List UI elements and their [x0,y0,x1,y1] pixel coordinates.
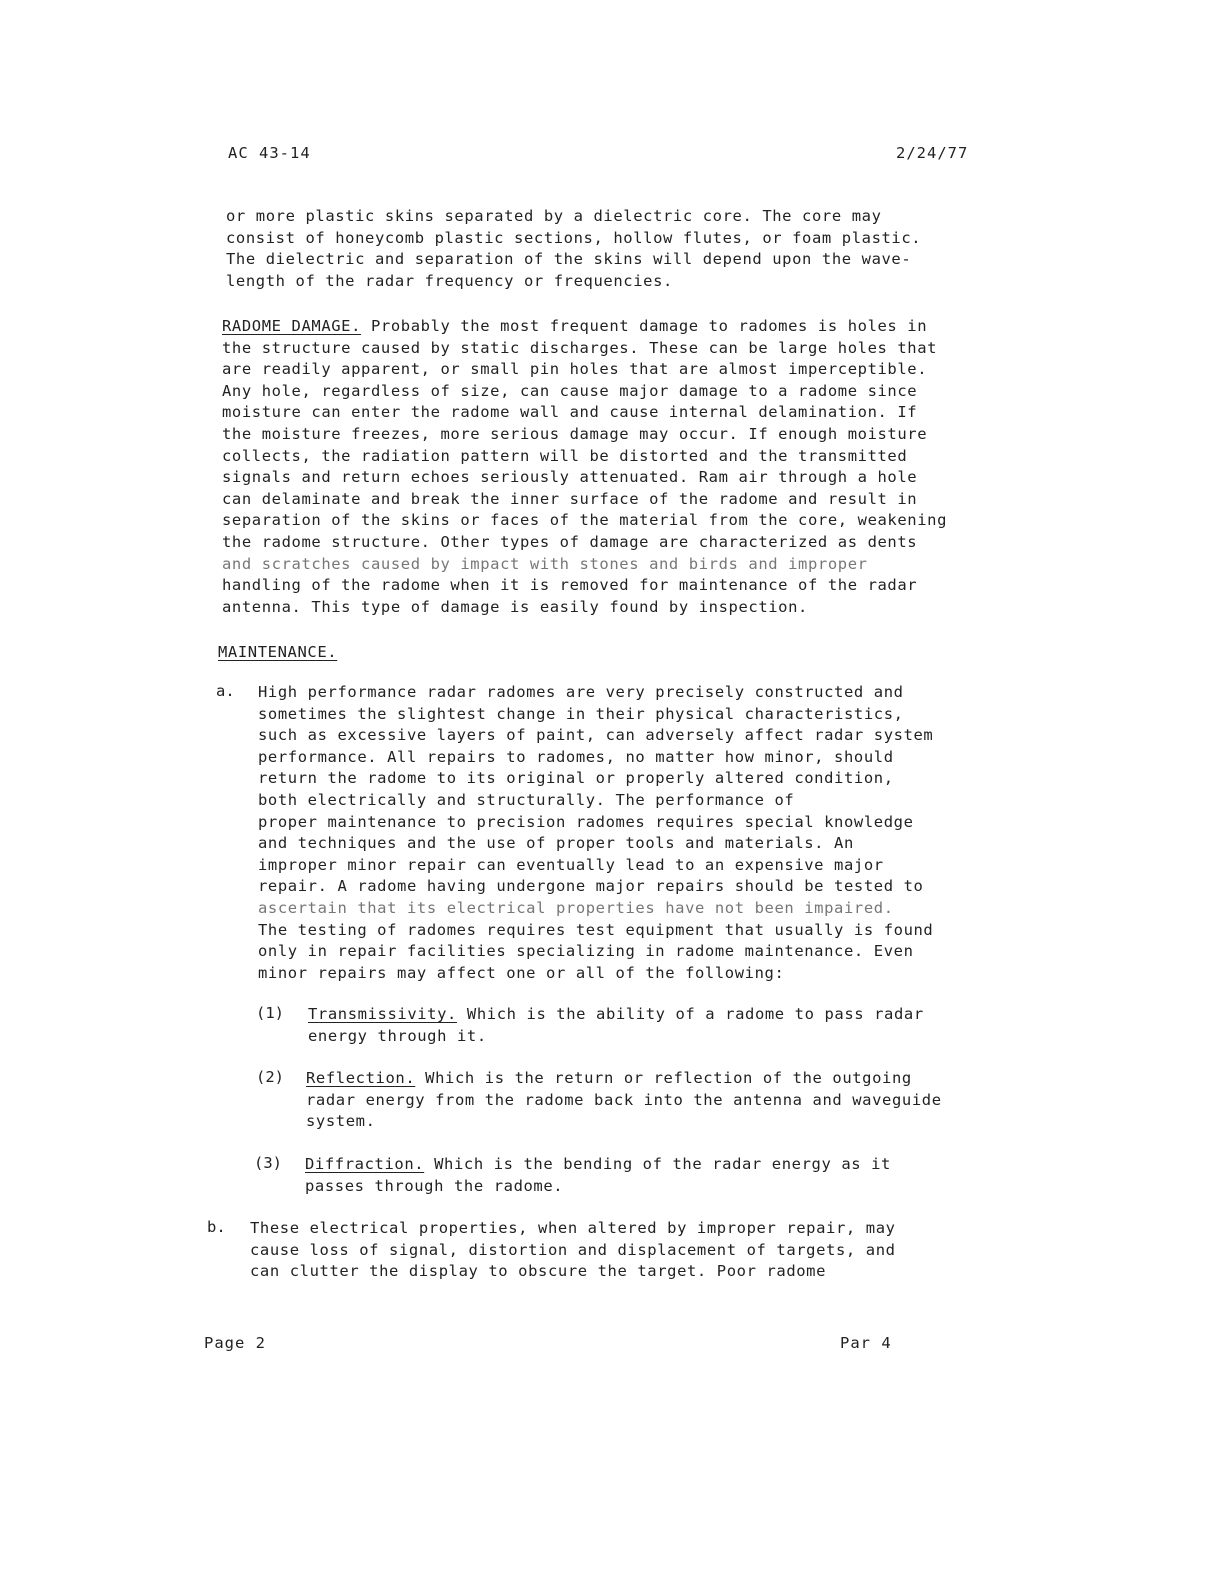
paragraph-a-line: only in repair facilities specializing in radome maintenance. Even [258,942,914,961]
intro-paragraph [226,206,921,292]
item-line: passes through the radome. [305,1176,564,1195]
paragraph-a-line: High performance radar radomes are very precisely constructed and [258,683,904,701]
item-line: system. [306,1112,376,1131]
item-2-term: Reflection. [306,1069,416,1087]
document-id: AC 43-14 [228,144,311,162]
damage-line: handling of the radome when it is removed for maintenance of the radar [222,576,918,595]
damage-line: Probably the most frequent damage to radomes is holes in [361,317,928,335]
damage-line: the radome structure. Other types of damage are characterized as dents [222,532,918,551]
damage-line: moisture can enter the radome wall and cause internal delamination. If [222,403,918,422]
item-line: energy through it. [308,1026,487,1045]
item-line: Which is the ability of a radome to pass radar [456,1005,924,1023]
item-3-text [305,1154,891,1197]
paragraph-a-label: a. [216,682,235,700]
item-1-text [308,1004,924,1047]
intro-line: consist of honeycomb plastic sections, hollow flutes, or foam plastic. [226,228,922,247]
item-2-text [306,1068,942,1133]
paragraph-a-line: ascertain that its electrical properties have not been impaired. [258,898,894,917]
paragraph-a-line: The testing of radomes requires test equipment that usually is found [258,920,934,939]
document-date: 2/24/77 [896,144,969,162]
paragraph-a [258,682,933,984]
paragraph-a-line: sometimes the slightest change in their physical characteristics, [258,704,904,723]
paragraph-a-line: minor repairs may affect one or all of the following: [258,963,785,982]
item-3-term: Diffraction. [305,1155,425,1173]
item-3-number: (3) [254,1154,282,1172]
paragraph-b-label: b. [207,1218,226,1236]
radome-damage-paragraph [222,316,947,618]
damage-line: can delaminate and break the inner surface of the radome and result in [222,489,918,508]
paragraph-a-line: and techniques and the use of proper tools and materials. An [258,834,854,853]
paragraph-b-line: cause loss of signal, distortion and displacement of targets, and [250,1240,896,1259]
page-number: Page 2 [204,1334,266,1352]
item-line: Which is the return or reflection of the outgoing [415,1069,912,1087]
item-2-number: (2) [256,1068,284,1086]
paragraph-a-line: repair. A radome having undergone major repairs should be tested to [258,877,924,896]
paragraph-a-line: improper minor repair can eventually lead to an expensive major [258,855,884,874]
radome-damage-heading: RADOME DAMAGE. [222,317,362,335]
intro-line: The dielectric and separation of the skins will depend upon the wave- [226,250,912,269]
item-line: Which is the bending of the radar energy as it [424,1155,891,1173]
paragraph-a-line: both electrically and structurally. The performance of [258,790,795,809]
damage-line: antenna. This type of damage is easily found by inspection. [222,597,808,616]
item-1-term: Transmissivity. [308,1005,457,1023]
damage-line: and scratches caused by impact with stones and birds and improper [222,554,868,573]
damage-line: are readily apparent, or small pin holes that are almost imperceptible. [222,360,928,379]
intro-line: length of the radar frequency or frequencies. [226,271,673,290]
intro-line: or more plastic skins separated by a dielectric core. The core may [226,207,882,225]
paragraph-b-line: can clutter the display to obscure the target. Poor radome [250,1262,827,1281]
paragraph-a-line: return the radome to its original or properly altered condition, [258,769,894,788]
item-line: radar energy from the radome back into the antenna and waveguide [306,1090,942,1109]
item-1-number: (1) [256,1004,284,1022]
damage-line: Any hole, regardless of size, can cause major damage to a radome since [222,381,918,400]
damage-line: the structure caused by static discharges. These can be large holes that [222,338,938,357]
damage-line: separation of the skins or faces of the material from the core, weakening [222,511,948,530]
paragraph-a-line: proper maintenance to precision radomes requires special knowledge [258,812,914,831]
maintenance-heading: MAINTENANCE. [218,643,338,661]
maintenance-heading-block [218,642,337,664]
damage-line: signals and return echoes seriously attenuated. Ram air through a hole [222,468,918,487]
paragraph-a-line: such as excessive layers of paint, can adversely affect radar system [258,726,934,745]
paragraph-reference: Par 4 [840,1334,892,1352]
paragraph-b [250,1218,896,1283]
paragraph-b-line: These electrical properties, when altered by improper repair, may [250,1219,896,1237]
paragraph-a-line: performance. All repairs to radomes, no matter how minor, should [258,747,894,766]
damage-line: collects, the radiation pattern will be distorted and the transmitted [222,446,908,465]
damage-line: the moisture freezes, more serious damage may occur. If enough moisture [222,424,928,443]
